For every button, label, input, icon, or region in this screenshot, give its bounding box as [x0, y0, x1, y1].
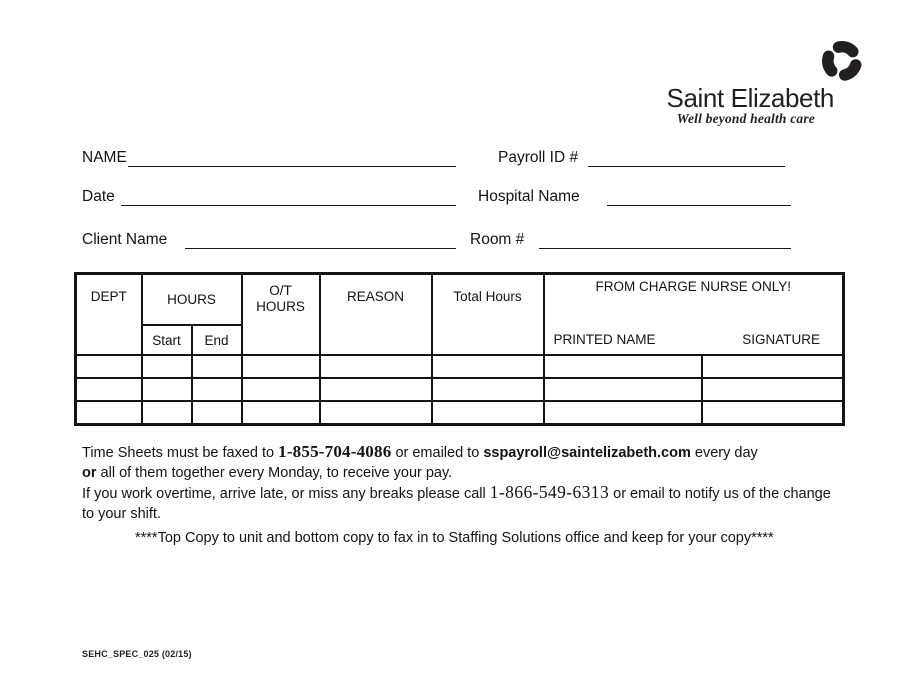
timesheet-cell [432, 355, 544, 378]
copy-instruction: ****Top Copy to unit and bottom copy to fax in to Staffing Solutions office and keep for your copy**** [135, 530, 774, 546]
col-total-hours-header: Total Hours [432, 274, 544, 356]
col-end-header: End [192, 325, 242, 355]
timesheet-cell [242, 378, 320, 401]
notice-line: If you work overtime, arrive late, or miss any breaks please call 1-866-549-6313 or email to notify us of the change [82, 482, 831, 502]
hospital-name-field-label: Hospital Name [478, 188, 580, 205]
timesheet-cell [320, 401, 432, 424]
client-name-field-label: Client Name [82, 231, 168, 248]
payroll-id-field-line [588, 166, 785, 167]
payroll-id-field-label: Payroll ID # [498, 149, 579, 166]
timesheet-cell [142, 355, 192, 378]
notice-line: to your shift. [82, 505, 161, 522]
timesheet-cell [192, 378, 242, 401]
name-field-label: NAME [82, 149, 127, 166]
timesheet-cell [544, 355, 702, 378]
timesheet-cell [702, 355, 844, 378]
brand-name: Saint Elizabeth [666, 83, 834, 113]
timesheet-cell [76, 401, 142, 424]
charge-nurse-header [544, 274, 844, 356]
timesheet-cell [702, 378, 844, 401]
col-dept-header: DEPT [76, 274, 142, 356]
timesheet-cell [544, 378, 702, 401]
saint-elizabeth-logo-icon [819, 36, 865, 86]
col-ot-hours-header: O/T HOURS [242, 274, 320, 356]
col-start-header: Start [142, 325, 192, 355]
room-number-field-line [539, 248, 791, 249]
name-field-line [128, 166, 456, 167]
document-code: SEHC_SPEC_025 (02/15) [82, 649, 192, 659]
timesheet-cell [320, 355, 432, 378]
timesheet-cell [242, 355, 320, 378]
timesheet-row [76, 378, 844, 401]
timesheet-cell [192, 355, 242, 378]
hospital-name-field-line [607, 205, 791, 206]
timesheet-cell [544, 401, 702, 424]
timesheet-cell [320, 378, 432, 401]
charge-nurse-title: FROM CHARGE NURSE ONLY! [595, 279, 792, 294]
timesheet-cell [192, 401, 242, 424]
date-field-line [121, 205, 456, 206]
timesheet-row [76, 401, 844, 424]
timesheet-cell [432, 401, 544, 424]
timesheet-cell [242, 401, 320, 424]
timesheet-cell [76, 378, 142, 401]
timesheet-cell [142, 401, 192, 424]
timesheet-cell [702, 401, 844, 424]
room-number-field-label: Room # [470, 231, 525, 248]
timesheet-cell [142, 378, 192, 401]
col-printed-name-header: PRINTED NAME [553, 332, 656, 347]
client-name-field-line [185, 248, 456, 249]
timesheet-cell [76, 355, 142, 378]
timesheet-cell [432, 378, 544, 401]
notice-line: or all of them together every Monday, to receive your pay. [82, 464, 453, 481]
timesheet-table [74, 272, 845, 426]
timesheet-row [76, 355, 844, 378]
col-reason-header: REASON [320, 274, 432, 356]
col-signature-header: SIGNATURE [742, 332, 821, 347]
notice-line: Time Sheets must be faxed to 1-855-704-4086 or emailed to sspayroll@saintelizabeth.com every day [82, 442, 758, 461]
payroll-notice [82, 442, 842, 524]
date-field-label: Date [82, 188, 115, 205]
timesheet-body [76, 355, 844, 424]
col-hours-header: HOURS [142, 274, 242, 326]
brand-tagline: Well beyond health care [676, 111, 815, 126]
